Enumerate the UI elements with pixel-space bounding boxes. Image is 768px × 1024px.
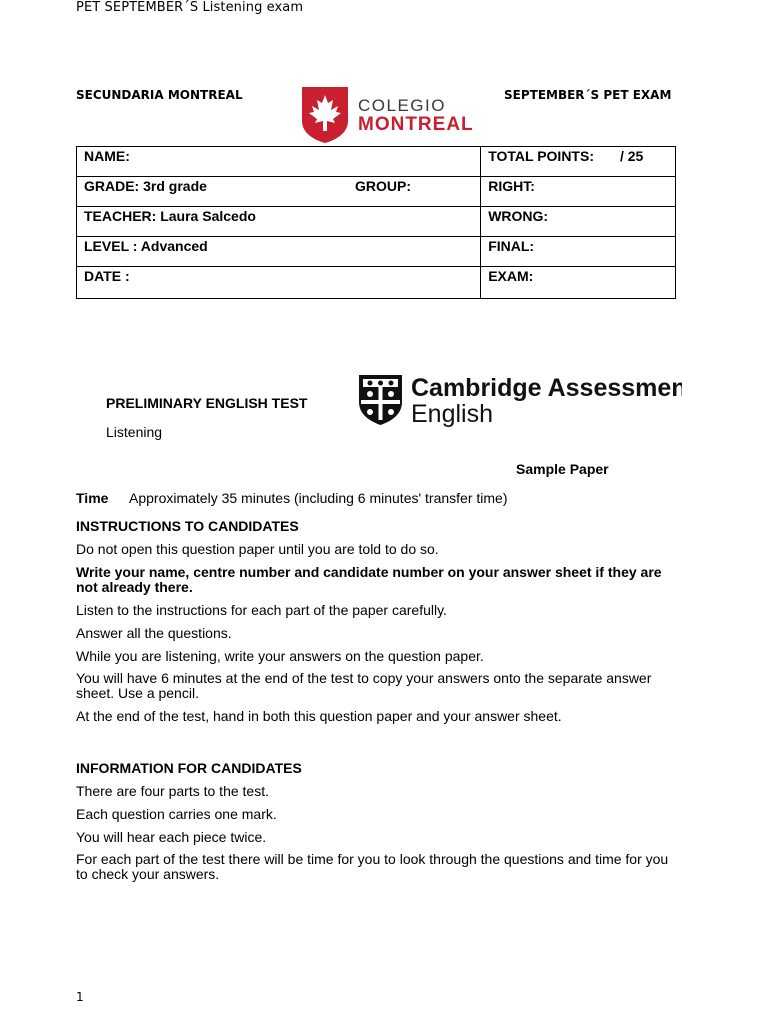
group-label: GROUP:	[355, 178, 411, 194]
final-cell[interactable]	[481, 237, 676, 267]
instruction-item: Write your name, centre number and candidate number on your answer sheet if they are not already there.	[76, 564, 662, 595]
exam-name: SEPTEMBER´S PET EXAM	[504, 88, 672, 102]
table-row	[77, 207, 676, 237]
grade-cell[interactable]	[77, 177, 481, 207]
logo-text-colegio: COLEGIO	[358, 96, 446, 115]
test-subtitle: Listening	[106, 424, 163, 440]
logo-text-montreal: MONTREAL	[358, 114, 474, 135]
level-cell	[77, 237, 481, 267]
time-text: Approximately 35 minutes (including 6 minutes' transfer time)	[129, 490, 508, 506]
cambridge-assessment-logo	[357, 372, 682, 428]
information-item: For each part of the test there will be time for you to look through the questions and time for you to check your answers.	[76, 851, 669, 882]
teacher-cell	[77, 207, 481, 237]
date-cell[interactable]	[77, 267, 481, 299]
total-points-cell[interactable]	[481, 147, 676, 177]
colegio-montreal-logo	[300, 85, 480, 145]
wrong-label: WRONG:	[488, 208, 549, 224]
time-label: Time	[76, 490, 109, 506]
information-heading: INFORMATION FOR CANDIDATES	[76, 760, 302, 776]
page-number: 1	[76, 990, 84, 1004]
name-cell[interactable]	[77, 147, 481, 177]
instruction-item: You will have 6 minutes at the end of the test to copy your answers onto the separate answer sheet. Use a pencil.	[76, 670, 652, 701]
table-row	[77, 237, 676, 267]
instruction-item: Answer all the questions.	[76, 625, 232, 641]
date-label: DATE :	[84, 268, 130, 284]
running-header: PET SEPTEMBER´S Listening exam	[76, 0, 304, 15]
wrong-cell[interactable]	[481, 207, 676, 237]
instructions-heading: INSTRUCTIONS TO CANDIDATES	[76, 518, 299, 534]
student-info-table	[76, 146, 676, 299]
test-title: PRELIMINARY ENGLISH TEST	[106, 395, 308, 411]
instruction-item: Listen to the instructions for each part of the paper carefully.	[76, 602, 447, 618]
teacher-label: TEACHER: Laura Salcedo	[84, 208, 256, 224]
right-cell[interactable]	[481, 177, 676, 207]
information-item: You will hear each piece twice.	[76, 829, 267, 845]
grade-label: GRADE: 3rd grade	[84, 178, 207, 194]
instruction-item: Do not open this question paper until you are told to do so.	[76, 541, 439, 557]
instruction-item: While you are listening, write your answers on the question paper.	[76, 648, 484, 664]
right-label: RIGHT:	[488, 178, 535, 194]
name-label: NAME:	[84, 148, 130, 164]
table-row	[77, 147, 676, 177]
school-name: SECUNDARIA MONTREAL	[76, 88, 243, 102]
logo-text-cambridge: Cambridge Assessment	[411, 374, 682, 402]
table-row	[77, 267, 676, 299]
exam-label: EXAM:	[488, 268, 534, 284]
level-label: LEVEL : Advanced	[84, 238, 208, 254]
total-points-label: TOTAL POINTS:	[488, 148, 594, 164]
exam-cell[interactable]	[481, 267, 676, 299]
final-label: FINAL:	[488, 238, 535, 254]
sample-paper-label: Sample Paper	[516, 461, 609, 477]
information-item: Each question carries one mark.	[76, 806, 277, 822]
instruction-item: At the end of the test, hand in both this question paper and your answer sheet.	[76, 708, 562, 724]
information-item: There are four parts to the test.	[76, 783, 269, 799]
logo-text-english: English	[411, 400, 493, 428]
cambridge-crest-icon	[359, 375, 402, 425]
total-points-value: / 25	[619, 148, 644, 164]
table-row	[77, 177, 676, 207]
